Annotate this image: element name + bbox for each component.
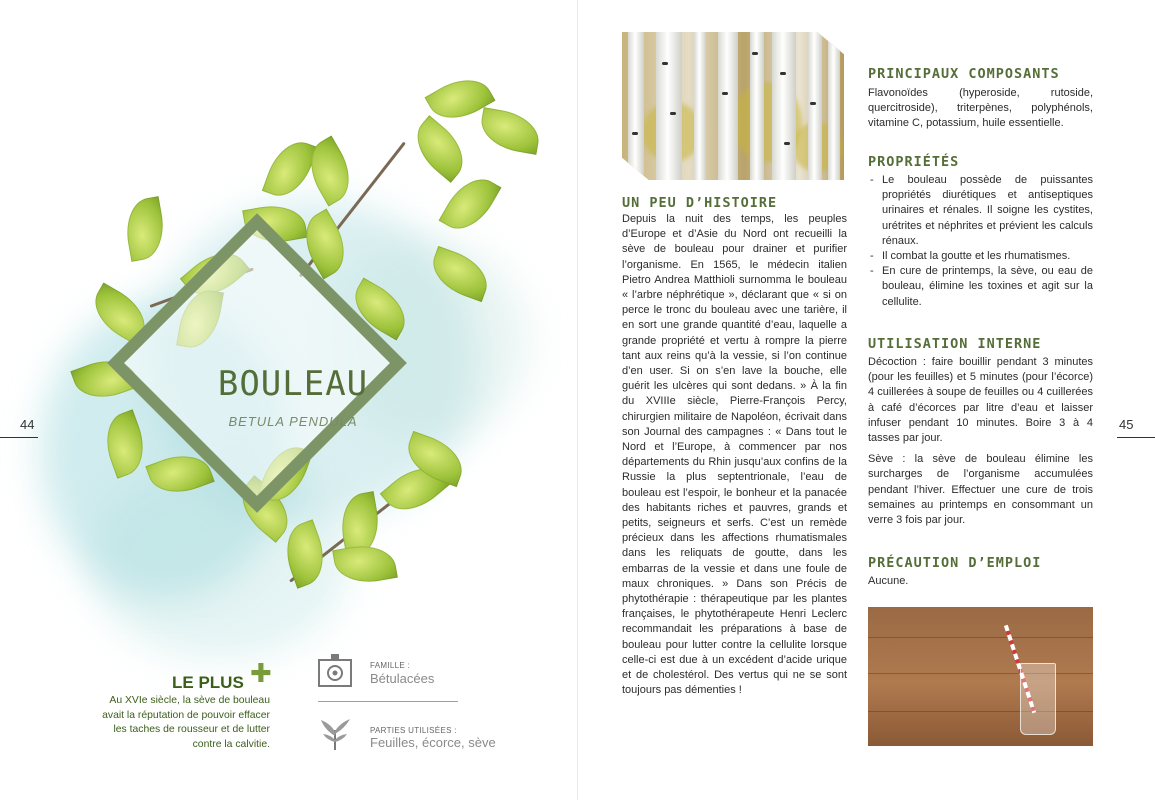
- birch-leaf: [405, 115, 475, 183]
- utilisation-heading: UTILISATION INTERNE: [868, 336, 1042, 352]
- composants-text: Flavonoïdes (hyperoside, rutoside, quercitroside), triterpènes, polyphénols, vitamine C, potassium, huile essentielle.: [868, 87, 1093, 130]
- birch-trunk: [772, 32, 796, 180]
- birch-trunk: [694, 32, 706, 180]
- composants-heading: PRINCIPAUX COMPOSANTS: [868, 66, 1060, 82]
- meta-divider: [318, 701, 458, 702]
- glass: [1020, 663, 1056, 735]
- birch-trunk: [718, 32, 738, 180]
- birch-trunk: [808, 32, 822, 180]
- utilisation-text: [868, 355, 1093, 534]
- bark-mark: [722, 92, 728, 95]
- parties-value: Feuilles, écorce, sève: [370, 735, 496, 750]
- list-item: - En cure de printemps, la sève, ou eau de bouleau, élimine les toxines et agit sur la cellulite.: [868, 264, 1093, 310]
- bark-mark: [670, 112, 676, 115]
- famille-value: Bétulacées: [370, 671, 435, 686]
- utilisation-decoction: Décoction : faire bouillir pendant 3 minutes (pour les feuilles) et 5 minutes (pour l’écorce) 4 cuillerées à soupe de feuilles ou 4 cuillerées à café d’écorces par litre d’eau et laisser infuser pendant 10 minutes. Boire 3 à 4 tasses par jour.: [868, 356, 1093, 445]
- stamp-icon: [317, 654, 353, 688]
- birch-leaf: [262, 134, 318, 203]
- list-item: - Le bouleau possède de puissantes propriétés diurétiques et antiseptiques urinaires et rénales. Il soigne les cystites, urétrites et néphrites et prévient les calculs rénaux.: [868, 173, 1093, 249]
- utilisation-seve: Sève : la sève de bouleau élimine les surcharges de l’organisme accumulées pendant l’hiver. Effectuer une cure de trois semaines au printemps en consommant un verre 3 fois par jour.: [868, 453, 1093, 527]
- plant-icon: [317, 716, 353, 750]
- page-number-right: 45: [1119, 417, 1134, 432]
- left-page: [0, 0, 577, 800]
- bark-mark: [632, 132, 638, 135]
- plus-icon: ✚: [250, 658, 272, 688]
- birch-trees-photo: [622, 32, 844, 180]
- birch-leaf: [477, 107, 543, 155]
- wood-grain: [868, 711, 1093, 712]
- wood-grain: [868, 637, 1093, 638]
- parties-label: PARTIES UTILISÉES :: [370, 726, 457, 735]
- wood-grain: [868, 673, 1093, 674]
- bark-mark: [752, 52, 758, 55]
- page-number-left: 44: [20, 417, 35, 432]
- right-page: [578, 0, 1155, 800]
- precaution-text: Aucune.: [868, 575, 909, 587]
- plant-title: BOULEAU: [217, 364, 369, 404]
- histoire-text: Depuis la nuit des temps, les peuples d’Europe et d’Asie du Nord ont recueilli la sève de bouleau pour drainer et purifier l’organisme. En 1565, le médecin italien Pietro Andrea Matthioli surnomma le bouleau « l’arbre néphrétique », déclarant que « si on perce le tronc du bouleau avec une tarière, il en sort une grande quantité d’eau, laquelle a grande propriété et vertu à rompre la pierre tant aux reins qu’à la vessie, si l’on continue d’en user. Si on s’en lave la bouche, elle guérit les ulcères qui sont dedans. » À la fin du XVIIIe siècle, Pierre-François Percy, chirurgien militaire de Napoléon, écrivait dans son Journal des campagnes : « Dans tout le Nord et l’Europe, à commencer par nos départements du Rhin jusqu’aux confins de la Russie la plus septentrionale, l’eau de bouleau est l’espoir, le bonheur et la panacée des habitants riches et pauvres, grands et petits, seigneurs et serfs. C’est un remède précieux dans les affections rhumatismales dans les reliquats de goutte, dans les embarras de la vessie et dans une foule de maux chroniques. » Dans son Précis de phytothérapie : thérapeutique par les plantes françaises, le phytothérapeute Henri Leclerc recommandait les préparations à base de bouleau pour lutter contre la cellulite lorsque celle-ci est due à un excédent d’acide urique et de cholestérol. Des vertus qui ne se sont toujours pas démenties !: [622, 213, 847, 697]
- bark-mark: [662, 62, 668, 65]
- birch-trunk: [628, 32, 644, 180]
- le-plus-title: LE PLUS: [172, 673, 244, 692]
- plant-latin-name: BETULA PENDULA: [228, 414, 358, 429]
- le-plus-text: Au XVIe siècle, la sève de bouleau avait la réputation de pouvoir effacer les taches de rousseur et de lutter contre la calvitie.: [102, 695, 270, 750]
- famille-label: FAMILLE :: [370, 661, 411, 670]
- page-number-rule: [0, 437, 38, 438]
- birch-trunk: [828, 32, 840, 180]
- birch-trunk: [656, 32, 682, 180]
- birch-leaf: [121, 196, 169, 262]
- page-number-rule: [1117, 437, 1155, 438]
- list-item: - Il combat la goutte et les rhumatismes.: [868, 249, 1093, 264]
- histoire-heading: UN PEU D’HISTOIRE: [622, 195, 778, 211]
- precaution-heading: PRÉCAUTION D’EMPLOI: [868, 555, 1042, 571]
- bark-mark: [810, 102, 816, 105]
- bark-mark: [780, 72, 786, 75]
- bark-mark: [784, 142, 790, 145]
- glass-of-sap-photo: [868, 607, 1093, 746]
- proprietes-list: [868, 173, 1093, 310]
- proprietes-heading: PROPRIÉTÉS: [868, 154, 960, 170]
